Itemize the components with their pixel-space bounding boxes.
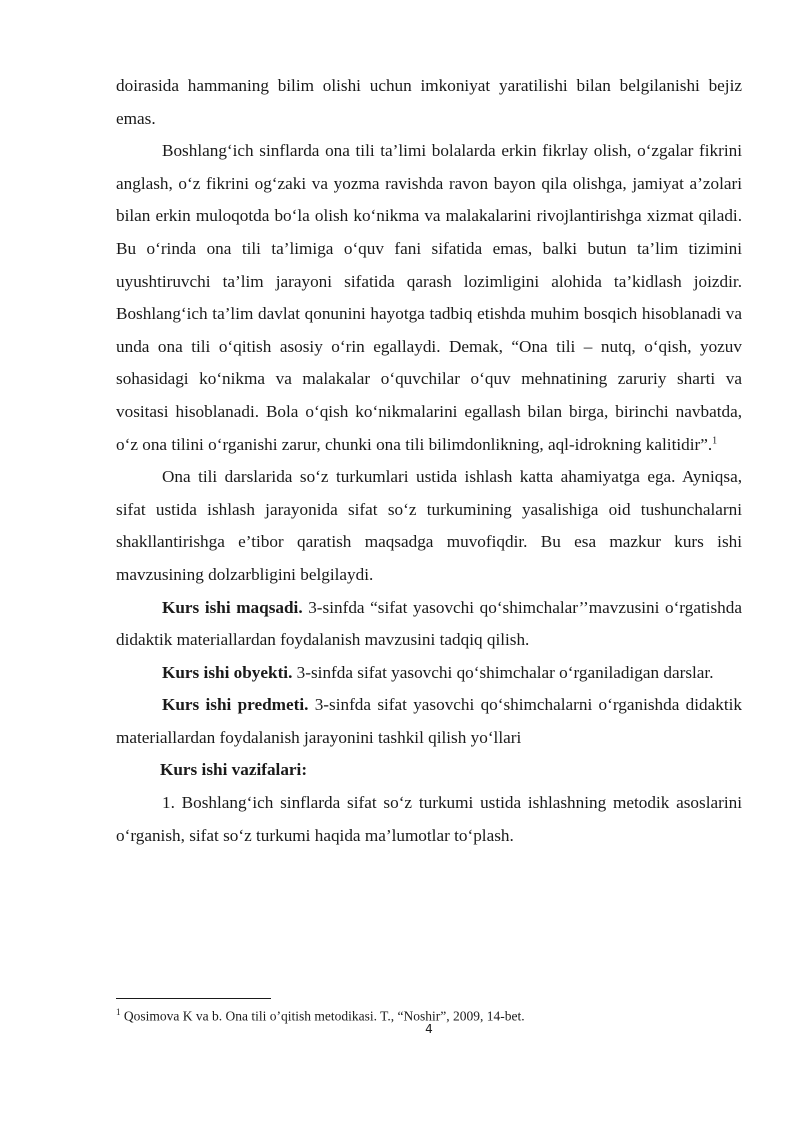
- footnote-marker: 1: [116, 1007, 121, 1017]
- document-body: [116, 70, 742, 852]
- paragraph-task-1: 1. Boshlang‘ich sinflarda sifat so‘z turkumi ustida ishlashning metodik asoslarini o‘rganish, sifat so‘z turkumi haqida ma’lumotlar to‘plash.: [116, 793, 742, 845]
- paragraph-word-classes: Ona tili darslarida so‘z turkumlari ustida ishlash katta ahamiyatga ega. Ayniqsa, sifat ustida ishlash jarayonida sifat so‘z turkumining yasalishiga oid tushunchalarni shakllantirishga e’tibor qaratish maqsadga muvofiqdir. Bu esa mazkur kurs ishi mavzusining dolzarbligini belgilaydi.: [116, 467, 742, 584]
- paragraph-continuation: doirasida hammaning bilim olishi uchun imkoniyat yaratilishi bilan belgilanishi bejiz emas.: [116, 76, 742, 128]
- goal-text: 3-sinfda “sifat yasovchi qo‘shimchalar’’mavzusini o‘rgatishda didaktik materiallardan foydalanish mavzusini tadqiq qilish.: [116, 597, 742, 650]
- footnote-divider: [116, 998, 271, 999]
- paragraph-native-language-education: [116, 135, 742, 461]
- footnote-reference: 1: [712, 434, 718, 446]
- paragraph-goal: [116, 592, 742, 657]
- page-number: 4: [425, 1022, 433, 1036]
- object-text: 3-sinfda sifat yasovchi qo‘shimchalar o‘rganiladigan darslar.: [292, 662, 714, 682]
- subject-text: 3-sinfda sifat yasovchi qo‘shimchalarni o‘rganishda didaktik materiallardan foydalanish jarayonini tashkil qilish yo‘llari: [116, 695, 742, 747]
- object-label: Kurs ishi obyekti.: [162, 662, 293, 682]
- paragraph-object: [116, 657, 742, 690]
- subject-label: Kurs ishi predmeti.: [162, 695, 309, 715]
- tasks-heading: Kurs ishi vazifalari:: [160, 760, 308, 780]
- paragraph-text: Boshlang‘ich sinflarda ona tili ta’limi bolalarda erkin fikrlay olish, o‘zgalar fikrini anglash, o‘z fikrini og‘zaki va yozma ravishda ravon bayon qila olishga, jamiyat a’zolari bilan erkin muloqotda bo‘la olish ko‘nikma va malakalarini rivojlantirishga xizmat qiladi. Bu o‘rinda ona tili ta’limiga o‘quv fani sifatida emas, balki butun ta’lim tizimini uyushtiruvchi ta’lim jarayoni sifatida qarash lozimligini alohida ta’kidlash joizdir. Boshlang‘ich ta’lim davlat qonunini hayotga tadbiq etishda muhim bosqich hisoblanadi va unda ona tili o‘qitish asosiy o‘rin egallaydi. Demak, “Ona tili – nutq, o‘qish, yozuv sohasidagi ko‘nikma va malakalar o‘quvchilar o‘quv mehnatining zaruriy sharti va vositasi hisoblanadi. Bola o‘qish ko‘nikmalarini egallash bilan birga, birinchi navbatda, o‘z ona tilini o‘rganishi zarur, chunki ona tili bilimdonlikning, aql-idrokning kalitidir”.: [116, 141, 742, 454]
- footnote-text: Qosimova K va b. Ona tili o’qitish metodikasi. T., “Noshir”, 2009, 14-bet.: [120, 1008, 525, 1024]
- goal-label: Kurs ishi maqsadi.: [162, 597, 303, 617]
- paragraph-subject: [116, 689, 742, 754]
